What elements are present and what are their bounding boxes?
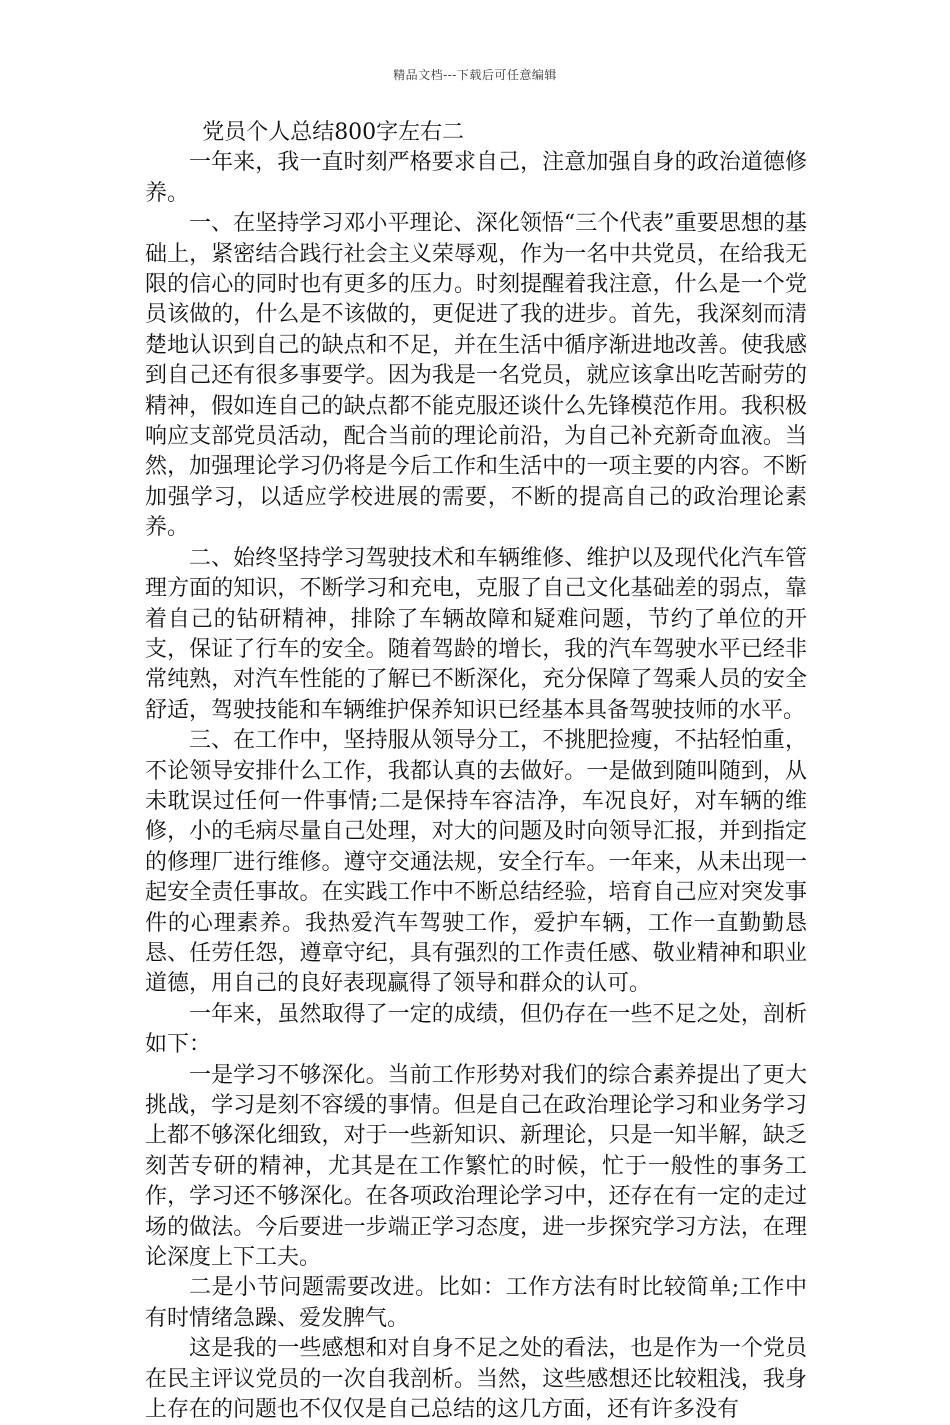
- paragraph-intro: 一年来，我一直时刻严格要求自己，注意加强自身的政治道德修养。: [145, 150, 807, 206]
- page-header: 精品文档---下载后可任意编辑: [393, 68, 557, 82]
- paragraph-shortcoming-one: 一是学习不够深化。当前工作形势对我们的综合素养提出了更大挑战，学习是刻不容缓的事情。但是自己在政治理论学习和业务学习上都不够深化细致，对于一些新知识、新理论，只是一知半解，缺乏刻苦专研的精神，尤其是在工作繁忙的时候，忙于一般性的事务工作，学习还不够深化。在各项政治理论学习中，还存在有一定的走过场的做法。今后要进一步端正学习态度，进一步探究学习方法，在理论深度上下工夫。: [145, 1062, 807, 1271]
- document-title: 党员个人总结800字左右二: [202, 120, 465, 145]
- paragraph-point-two: 二、始终坚持学习驾驶技术和车辆维修、维护以及现代化汽车管理方面的知识，不断学习和充电，克服了自己文化基础差的弱点，靠着自己的钻研精神，排除了车辆故障和疑难问题，节约了单位的开支，保证了行车的安全。随着驾龄的增长，我的汽车驾驶水平已经非常纯熟，对汽车性能的了解已不断深化，充分保障了驾乘人员的安全舒适，驾驶技能和车辆维护保养知识已经基本具备驾驶技师的水平。: [145, 545, 807, 723]
- paragraph-point-three: 三、在工作中，坚持服从领导分工，不挑肥捡瘦，不拈轻怕重，不论领导安排什么工作，我都认真的去做好。一是做到随叫随到，从未耽误过任何一件事情;二是保持车容洁净，车况良好，对车辆的维修，小的毛病尽量自己处理，对大的问题及时向领导汇报，并到指定的修理厂进行维修。遵守交通法规，安全行车。一年来，从未出现一起安全责任事故。在实践工作中不断总结经验，培育自己应对突发事件的心理素养。我热爱汽车驾驶工作，爱护车辆，工作一直勤勤恳恳、任劳任怨，遵章守纪，具有强烈的工作责任感、敬业精神和职业道德，用自己的良好表现赢得了领导和群众的认可。: [145, 728, 807, 997]
- paragraph-shortcomings-intro: 一年来，虽然取得了一定的成绩，但仍存在一些不足之处，剖析如下：: [145, 1001, 807, 1058]
- paragraph-closing: 这是我的一些感想和对自身不足之处的看法，也是作为一个党员在民主评议党员的一次自我剖析。当然，这些感想还比较粗浅，我身上存在的问题也不仅仅是自己总结的这几方面，还有许多没有: [145, 1336, 807, 1423]
- paragraph-shortcoming-two: 二是小节问题需要改进。比如：工作方法有时比较简单;工作中有时情绪急躁、爱发脾气。: [145, 1275, 807, 1331]
- document-body: [145, 118, 807, 1425]
- paragraph-point-one: 一、在坚持学习邓小平理论、深化领悟“三个代表”重要思想的基础上，紧密结合践行社会主义荣辱观，作为一名中共党员，在给我无限的信心的同时也有更多的压力。时刻提醒着我注意，什么是一个党员该做的，什么是不该做的，更促进了我的进步。首先，我深刻而清楚地认识到自己的缺点和不足，并在生活中循序渐进地改善。使我感到自己还有很多事要学。因为我是一名党员，就应该拿出吃苦耐劳的精神，假如连自己的缺点都不能克服还谈什么先锋模范作用。我积极响应支部党员活动，配合当前的理论前沿，为自己补充新奇血液。当然，加强理论学习仍将是今后工作和生活中的一项主要的内容。不断加强学习，以适应学校进展的需要，不断的提高自己的政治理论素养。: [145, 211, 807, 541]
